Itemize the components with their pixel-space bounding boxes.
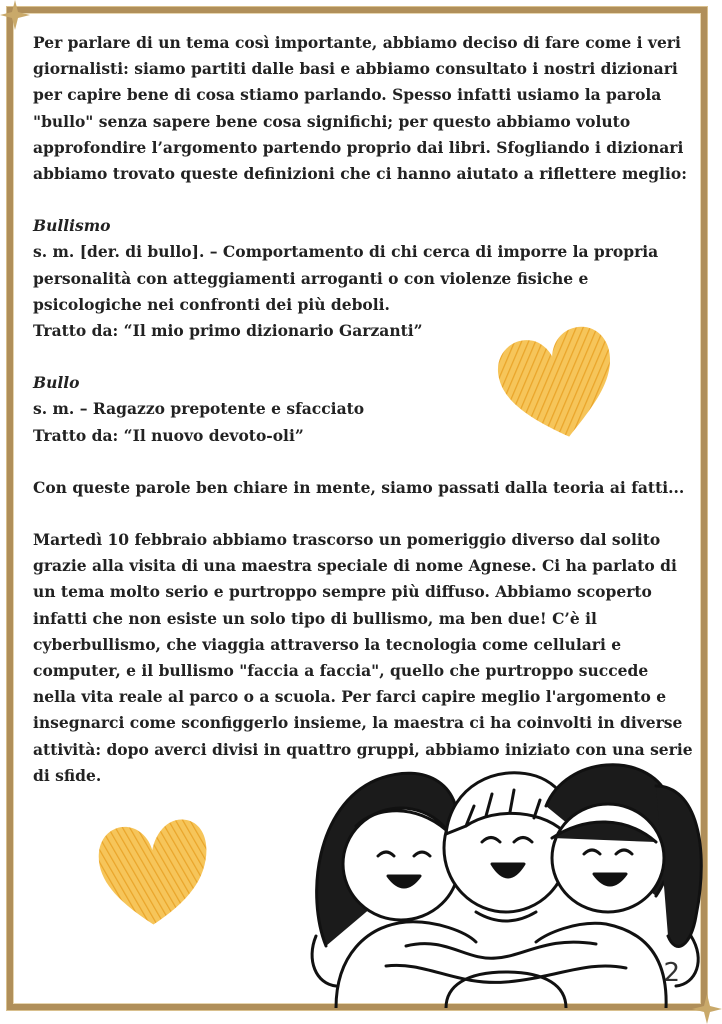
transition-paragraph: Con queste parole ben chiare in mente, siamo passati dalla teoria ai fatti... [33,477,685,497]
definition-source: Tratto da: “Il mio primo dizionario Garzanti” [33,321,423,341]
hugging-children-illustration [296,746,714,1008]
story-paragraph: Martedì 10 febbraio abbiamo trascorso un pomeriggio diverso dal solito grazie alla visita di una maestra speciale di nome Agnese. Ci ha parlato di un tema molto serio e purtroppo sempre più diffuso. Abbiamo scoperto infatti che non esiste un solo tipo di bullismo, ma ben due! C’è il cyberbullismo, che viaggia attraverso la tecnologia come cellulari e computer, e il bullismo "faccia a faccia", quello che purtroppo succede nella vita reale al parco o a scuola. Per farci capire meglio l'argomento e insegnarci come sconfiggerlo insieme, la maestra ci ha coinvolti in diverse attività: dopo averci divisi in quattro gruppi, abbiamo iniziato con una serie di sfide. [33,530,693,785]
definition-term: Bullismo [33,216,111,236]
heart-icon [492,320,624,448]
definition-term: Bullo [33,373,80,393]
definition-text: s. m. – Ragazzo prepotente e sfacciato [33,399,365,419]
intro-paragraph: Per parlare di un tema così importante, abbiamo deciso di fare come i veri giornalisti: siamo partiti dalle basi e abbiamo consultato i nostri dizionari per capire bene di cosa stiamo parlando. Spesso infatti usiamo la parola "bullo" senza sapere bene cosa significhi; per questo abbiamo voluto approfondire l’argomento partendo proprio dai libri. Sfogliando i dizionari abbiamo trovato queste definizioni che ci hanno aiutato a riflettere meglio: [33,33,687,184]
definition-source: Tratto da: “Il nuovo devoto-oli” [33,425,304,445]
heart-icon [86,808,216,932]
sparkle-star-icon [0,0,30,30]
page-number: 2 [663,958,680,988]
definition-text: s. m. [der. di bullo]. – Comportamento di chi cerca di imporre la propria personalità con atteggiamenti arroganti o con violenze fisiche e psicologiche nei confronti dei più deboli. [33,242,659,314]
